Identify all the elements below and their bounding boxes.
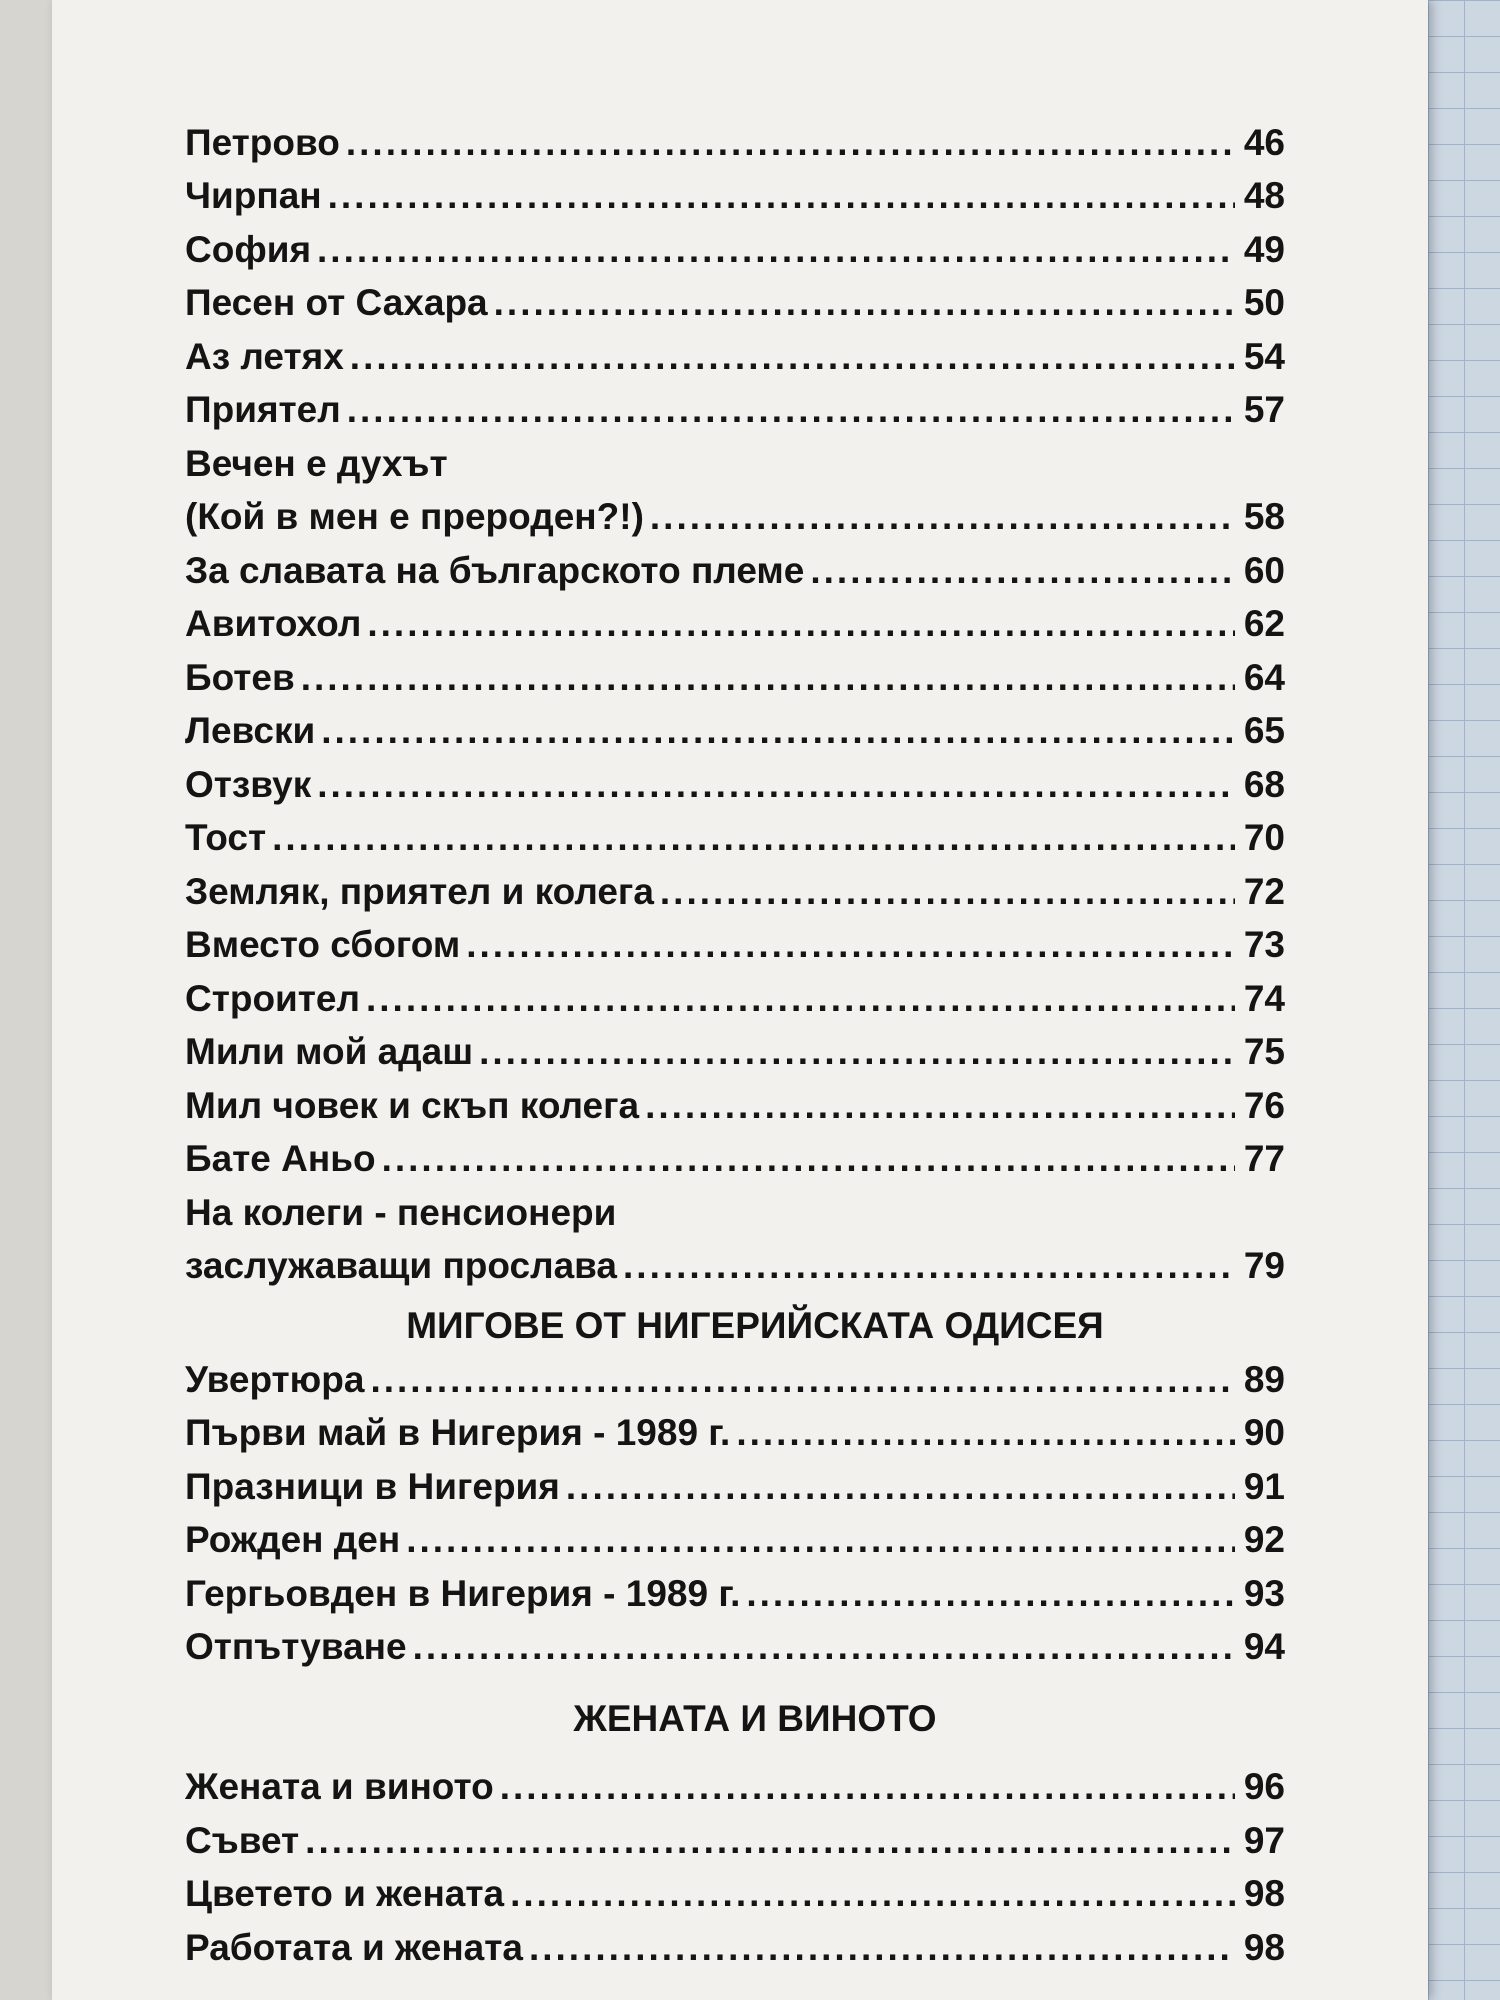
toc-entry bbox=[185, 1073, 1285, 1127]
dot-leader bbox=[367, 603, 1235, 645]
dot-leader bbox=[305, 1820, 1235, 1862]
toc-entry bbox=[185, 1020, 1285, 1074]
toc-entry bbox=[185, 645, 1285, 699]
toc-entry bbox=[185, 1454, 1285, 1508]
toc-entry-title: Аз летях bbox=[185, 335, 344, 377]
toc-entry-page: 57 bbox=[1243, 389, 1285, 430]
toc-entry-title: Цветето и жената bbox=[185, 1873, 505, 1914]
toc-entry bbox=[185, 1347, 1285, 1401]
toc-entry bbox=[185, 1740, 1285, 1808]
toc-entry bbox=[185, 1508, 1285, 1562]
toc-entry-title: Увертюра bbox=[185, 1358, 365, 1400]
dot-leader bbox=[301, 657, 1235, 699]
toc-entry bbox=[185, 1862, 1285, 1916]
dot-leader bbox=[328, 175, 1235, 217]
toc-entry bbox=[185, 806, 1285, 860]
section-heading: МИГОВЕ ОТ НИГЕРИЙСКАТА ОДИСЕЯ bbox=[406, 1305, 1104, 1346]
toc-entry-title: Работата и жената bbox=[185, 1926, 523, 1968]
dot-leader bbox=[370, 1359, 1235, 1401]
toc-entry-page: 54 bbox=[1243, 335, 1285, 377]
toc-entry-title: Мил човек и скъп колега bbox=[185, 1084, 640, 1126]
toc-entry-page: 76 bbox=[1243, 1084, 1285, 1126]
toc-entry-title: За славата на българското племе bbox=[185, 549, 805, 591]
dot-leader bbox=[529, 1927, 1235, 1969]
dot-leader bbox=[566, 1466, 1235, 1508]
toc-entry-title: Земляк, приятел и колега bbox=[185, 870, 654, 912]
toc-entry bbox=[185, 271, 1285, 325]
toc-entry-page: 77 bbox=[1243, 1138, 1285, 1179]
toc-entry-title: Чирпан bbox=[185, 175, 322, 216]
dot-leader bbox=[746, 1573, 1235, 1615]
dot-leader bbox=[494, 282, 1235, 324]
toc-entry-title: Съвет bbox=[185, 1819, 300, 1861]
toc-entry-title: Авитохол bbox=[185, 603, 362, 644]
toc-entry-page: 49 bbox=[1243, 228, 1285, 270]
dot-leader bbox=[479, 1031, 1235, 1073]
dot-leader bbox=[350, 336, 1235, 378]
toc-entry-title: (Кой в мен е прероден?!) bbox=[185, 496, 644, 537]
background-grid-paper bbox=[1428, 0, 1500, 2000]
dot-leader bbox=[466, 924, 1235, 966]
toc-entry-page: 97 bbox=[1243, 1819, 1285, 1861]
toc-entry bbox=[185, 752, 1285, 806]
toc-entry-title: На колеги - пенсионери bbox=[185, 1191, 617, 1233]
toc-entry-title: Петрово bbox=[185, 121, 340, 163]
toc-entry bbox=[185, 1615, 1285, 1669]
toc-entry bbox=[185, 1915, 1285, 1969]
dot-leader bbox=[347, 389, 1235, 431]
toc-entry-title: Строител bbox=[185, 977, 360, 1019]
toc-entry-first-line bbox=[185, 1180, 1285, 1234]
toc-entry bbox=[185, 1808, 1285, 1862]
toc-entry bbox=[185, 217, 1285, 271]
toc-entry-page: 62 bbox=[1243, 603, 1285, 644]
toc-entry-page: 72 bbox=[1243, 870, 1285, 912]
toc-entry-title: Мили мой адаш bbox=[185, 1031, 474, 1072]
toc-entry-page: 98 bbox=[1243, 1926, 1285, 1968]
toc-entry-page: 79 bbox=[1243, 1245, 1285, 1286]
dot-leader bbox=[346, 122, 1235, 164]
toc-entry-title: Ботев bbox=[185, 656, 295, 698]
toc-entry-page: 60 bbox=[1243, 549, 1285, 591]
dot-leader bbox=[406, 1519, 1235, 1561]
toc-entry bbox=[185, 1401, 1285, 1455]
dot-leader bbox=[321, 710, 1235, 752]
dot-leader bbox=[317, 764, 1235, 806]
toc-entry-first-line bbox=[185, 431, 1285, 485]
toc-entry-page: 75 bbox=[1243, 1031, 1285, 1072]
dot-leader bbox=[382, 1138, 1235, 1180]
dot-leader bbox=[650, 496, 1235, 538]
toc-entry-title: Тост bbox=[185, 817, 267, 858]
toc-entry-page: 96 bbox=[1243, 1766, 1285, 1807]
toc-entry bbox=[185, 859, 1285, 913]
toc-entry bbox=[185, 1127, 1285, 1181]
toc-entry-title: Песен от Сахара bbox=[185, 282, 488, 323]
table-of-contents bbox=[185, 110, 1285, 1969]
toc-entry-title: Вечен е духът bbox=[185, 442, 448, 484]
toc-entry-title: Отзвук bbox=[185, 763, 312, 805]
toc-entry-title: Отпътуване bbox=[185, 1626, 407, 1667]
toc-entry-page: 92 bbox=[1243, 1519, 1285, 1560]
toc-entry-title: Левски bbox=[185, 710, 316, 751]
toc-entry bbox=[185, 592, 1285, 646]
section-heading: ЖЕНАТА И ВИНОТО bbox=[573, 1698, 937, 1739]
toc-entry bbox=[185, 913, 1285, 967]
toc-entry-title: Жената и виното bbox=[185, 1766, 494, 1807]
dot-leader bbox=[366, 978, 1235, 1020]
toc-entry-title: Рожден ден bbox=[185, 1519, 401, 1560]
dot-leader bbox=[317, 229, 1235, 271]
toc-entry-page: 48 bbox=[1243, 175, 1285, 216]
toc-entry-page: 98 bbox=[1243, 1873, 1285, 1914]
toc-entry-title: заслужаващи прослава bbox=[185, 1245, 618, 1286]
toc-entry-page: 90 bbox=[1243, 1412, 1285, 1453]
previous-page-edge bbox=[0, 0, 55, 2000]
dot-leader bbox=[736, 1412, 1235, 1454]
toc-entry-title: Гергьовден в Нигерия - 1989 г. bbox=[185, 1572, 741, 1614]
toc-entry-title: Вместо сбогом bbox=[185, 924, 461, 965]
dot-leader bbox=[660, 871, 1235, 913]
toc-entry bbox=[185, 1234, 1285, 1288]
toc-entry-page: 89 bbox=[1243, 1358, 1285, 1400]
dot-leader bbox=[510, 1873, 1235, 1915]
toc-entry-page: 94 bbox=[1243, 1626, 1285, 1667]
toc-entry bbox=[185, 378, 1285, 432]
toc-entry-title: Празници в Нигерия bbox=[185, 1465, 560, 1507]
toc-entry-title: Първи май в Нигерия - 1989 г. bbox=[185, 1412, 731, 1453]
toc-entry-page: 50 bbox=[1243, 282, 1285, 323]
dot-leader bbox=[413, 1626, 1235, 1668]
toc-entry-page: 93 bbox=[1243, 1572, 1285, 1614]
toc-entry-page: 70 bbox=[1243, 817, 1285, 858]
toc-entry-title: София bbox=[185, 228, 312, 270]
dot-leader bbox=[272, 817, 1235, 859]
toc-entry bbox=[185, 164, 1285, 218]
toc-entry-page: 58 bbox=[1243, 496, 1285, 537]
toc-entry bbox=[185, 966, 1285, 1020]
toc-entry-title: Бате Аньо bbox=[185, 1138, 376, 1179]
toc-entry-page: 91 bbox=[1243, 1465, 1285, 1507]
dot-leader bbox=[810, 550, 1235, 592]
toc-entry bbox=[185, 110, 1285, 164]
toc-entry-title: Приятел bbox=[185, 389, 341, 430]
toc-entry bbox=[185, 699, 1285, 753]
dot-leader bbox=[500, 1766, 1235, 1808]
dot-leader bbox=[645, 1085, 1235, 1127]
toc-entry-page: 64 bbox=[1243, 656, 1285, 698]
toc-entry bbox=[185, 485, 1285, 539]
toc-entry bbox=[185, 324, 1285, 378]
toc-entry bbox=[185, 1561, 1285, 1615]
toc-entry-page: 74 bbox=[1243, 977, 1285, 1019]
toc-entry-page: 68 bbox=[1243, 763, 1285, 805]
toc-entry bbox=[185, 538, 1285, 592]
toc-entry-page: 65 bbox=[1243, 710, 1285, 751]
dot-leader bbox=[623, 1245, 1235, 1287]
toc-entry-page: 73 bbox=[1243, 924, 1285, 965]
toc-entry-page: 46 bbox=[1243, 121, 1285, 163]
